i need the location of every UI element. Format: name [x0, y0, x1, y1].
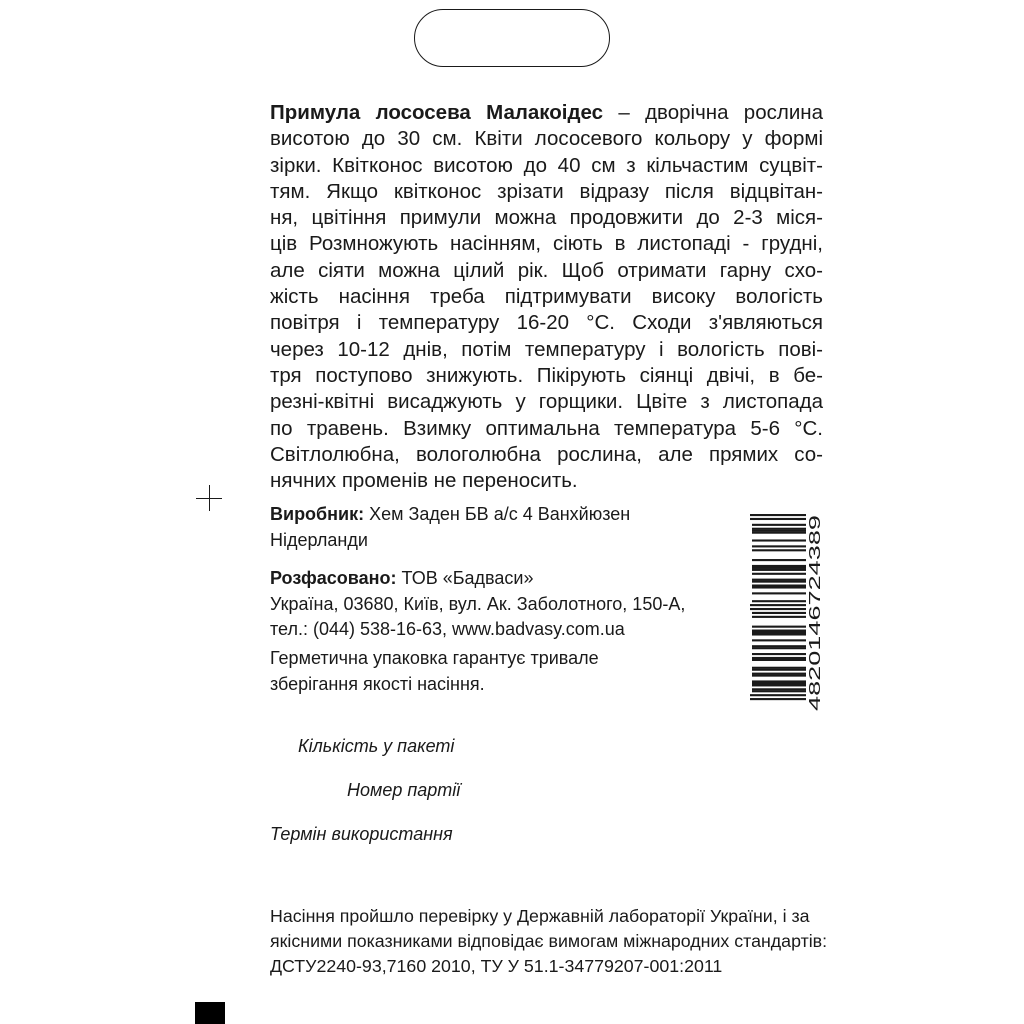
barcode-bar — [752, 581, 806, 583]
barcode-bar — [752, 633, 806, 635]
barcode-bar — [750, 518, 806, 520]
barcode-bar — [752, 592, 806, 594]
barcode-bar — [752, 688, 806, 690]
barcode — [748, 508, 824, 714]
barcode-bar — [750, 608, 806, 610]
description-line: повітря і температуру 16-20 °С. Сходи з'являються — [270, 311, 823, 335]
barcode-bar — [752, 675, 806, 677]
term-field-label: Термін використання — [270, 824, 453, 844]
barcode-bar — [752, 559, 806, 561]
description-line: ня, цвітіння примули можна продовжити до 2-3 міся- — [270, 206, 823, 230]
description-line: тря поступово знижують. Пікірують сіянці двічі, в бе- — [270, 363, 823, 387]
description-text: – дворічна рослина — [618, 101, 823, 124]
certification-line: якісними показниками відповідає вимогам міжнародних стандартів: — [270, 930, 828, 951]
barcode-bar — [752, 584, 806, 586]
producer-name: Хем Заден БВ а/с 4 Ванхйюзен — [369, 504, 631, 524]
description-line: Світлолюбна, вологолюбна рослина, але прямих со- — [270, 442, 823, 466]
description-line: але сіяти можна цілий рік. Щоб отримати гарну схо- — [270, 258, 823, 282]
sealed-note-line: зберігання якості насіння. — [270, 673, 485, 694]
barcode-bar — [752, 579, 806, 581]
barcode-bar — [752, 545, 806, 547]
barcode-bar — [752, 673, 806, 675]
barcode-bar — [752, 626, 806, 628]
barcode-bar — [752, 653, 806, 655]
barcode-bar — [752, 528, 806, 530]
producer-country: Нідерланди — [270, 529, 368, 550]
barcode-bar — [752, 612, 806, 614]
packer-label: Розфасовано: — [270, 568, 397, 588]
batch-field-label: Номер партії — [347, 780, 461, 800]
barcode-bar — [750, 514, 806, 516]
barcode-bar — [752, 569, 806, 571]
description-line: зірки. Квітконос висотою до 40 см з кільчастим суцвіт- — [270, 153, 823, 177]
barcode-bar — [752, 532, 806, 534]
barcode-bar — [752, 680, 806, 682]
description-line: по травень. Взимку оптимальна температура 5-6 °С. — [270, 416, 823, 440]
description-line: висотою до 30 см. Квіти лососевого кольору у формі — [270, 127, 823, 151]
barcode-bar — [752, 667, 806, 669]
barcode-bar — [750, 698, 806, 700]
packer-contacts: тел.: (044) 538-16-63, www.badvasy.com.ua — [270, 619, 625, 639]
barcode-bar — [752, 530, 806, 532]
barcode-bar — [752, 639, 806, 641]
producer-block — [270, 502, 740, 553]
barcode-bar — [752, 573, 806, 575]
barcode-bar — [752, 631, 806, 633]
hang-hole-outline — [414, 9, 610, 67]
description-line: тям. Якщо квітконос зрізати відразу після відцвітан- — [270, 179, 823, 203]
sealed-note — [270, 646, 740, 697]
barcode-bar — [752, 567, 806, 569]
barcode-bars — [750, 514, 806, 700]
producer-label: Виробник: — [270, 504, 365, 524]
barcode-bar — [752, 586, 806, 588]
barcode-bar — [752, 657, 806, 659]
product-title: Примула лососева Малакоідес — [270, 101, 604, 124]
barcode-bar — [752, 669, 806, 671]
barcode-bar — [752, 690, 806, 692]
barcode-bar — [752, 539, 806, 541]
certification-line: ДСТУ2240-93,7160 2010, ТУ У 51.1-34779207-001:2011 — [270, 955, 723, 976]
barcode-bar — [752, 600, 806, 602]
barcode-bar — [752, 616, 806, 618]
certification-note — [270, 904, 830, 978]
barcode-bar — [752, 647, 806, 649]
description-line: резні-квітні висаджують у горщики. Цвіте з листопада — [270, 390, 823, 414]
packer-name: ТОВ «Бадваси» — [401, 568, 534, 588]
barcode-bar — [752, 524, 806, 526]
barcode-digits: 4820146724389 — [807, 598, 824, 711]
description-line: ців Розмножують насінням, сіють в листопаді - грудні, — [270, 232, 823, 256]
description-line: нячних променів не переносить. — [270, 469, 578, 493]
sealed-note-line: Герметична упаковка гарантує тривале — [270, 648, 599, 668]
barcode-bar — [752, 630, 806, 632]
quantity-field-label: Кількість у пакеті — [298, 736, 455, 756]
certification-line: Насіння пройшло перевірку у Державній лабораторії України, і за — [270, 906, 810, 926]
packer-address: Україна, 03680, Київ, вул. Ак. Заболотного, 150-А, — [270, 593, 686, 614]
barcode-bar — [752, 549, 806, 551]
packer-block — [270, 566, 740, 643]
description-line: жість насіння треба підтримувати високу вологість — [270, 285, 823, 309]
barcode-bar — [750, 694, 806, 696]
product-description — [270, 100, 823, 494]
barcode-bar — [750, 604, 806, 606]
crop-mark-icon — [196, 485, 222, 511]
barcode-bar — [752, 659, 806, 661]
barcode-bar — [752, 684, 806, 686]
barcode-bar — [752, 682, 806, 684]
barcode-bar — [752, 645, 806, 647]
description-line — [270, 100, 823, 126]
barcode-bar — [752, 565, 806, 567]
description-line: через 10-12 днів, потім температуру і вологість пові- — [270, 337, 823, 361]
print-registration-mark — [195, 1002, 225, 1024]
